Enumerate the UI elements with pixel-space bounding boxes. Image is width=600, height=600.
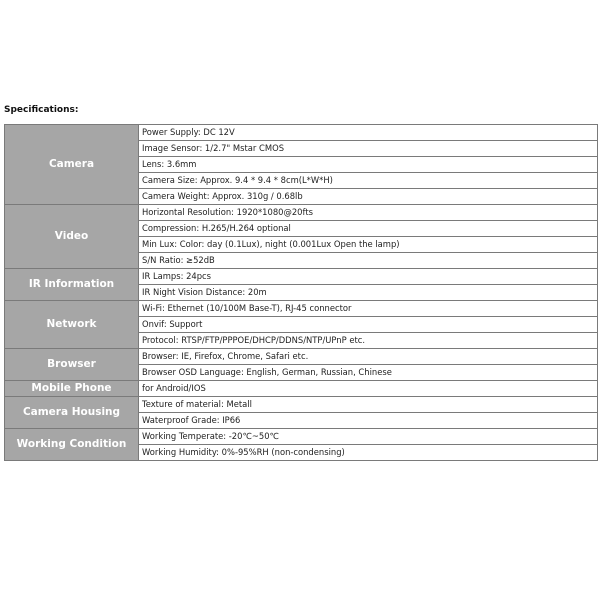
spec-category-network: Network [5, 301, 139, 349]
spec-row [5, 397, 598, 413]
spec-value: Onvif: Support [139, 317, 598, 333]
specifications-heading: Specifications: [4, 105, 79, 115]
specifications-table [4, 124, 598, 461]
spec-category-video: Video [5, 205, 139, 269]
spec-value: Camera Weight: Approx. 310g / 0.68lb [139, 189, 598, 205]
spec-value: Browser: IE, Firefox, Chrome, Safari etc. [139, 349, 598, 365]
spec-category-working-condition: Working Condition [5, 429, 139, 461]
spec-value: for Android/IOS [139, 381, 598, 397]
spec-value: Camera Size: Approx. 9.4 * 9.4 * 8cm(L*W*H) [139, 173, 598, 189]
spec-value: Compression: H.265/H.264 optional [139, 221, 598, 237]
spec-value: Horizontal Resolution: 1920*1080@20fts [139, 205, 598, 221]
spec-value: S/N Ratio: ≥52dB [139, 253, 598, 269]
spec-value: Wi-Fi: Ethernet (10/100M Base-T), RJ-45 connector [139, 301, 598, 317]
spec-value: Protocol: RTSP/FTP/PPPOE/DHCP/DDNS/NTP/UPnP etc. [139, 333, 598, 349]
spec-row [5, 269, 598, 285]
spec-category-browser: Browser [5, 349, 139, 381]
spec-value: IR Lamps: 24pcs [139, 269, 598, 285]
spec-row [5, 429, 598, 445]
spec-category-mobile-phone: Mobile Phone [5, 381, 139, 397]
spec-value: Lens: 3.6mm [139, 157, 598, 173]
spec-value: Texture of material: Metall [139, 397, 598, 413]
spec-row [5, 205, 598, 221]
spec-value: Working Temperate: -20℃~50℃ [139, 429, 598, 445]
spec-value: Image Sensor: 1/2.7" Mstar CMOS [139, 141, 598, 157]
spec-row [5, 125, 598, 141]
spec-row [5, 349, 598, 365]
spec-value: IR Night Vision Distance: 20m [139, 285, 598, 301]
spec-value: Browser OSD Language: English, German, Russian, Chinese [139, 365, 598, 381]
spec-category-ir-information: IR Information [5, 269, 139, 301]
spec-category-camera-housing: Camera Housing [5, 397, 139, 429]
spec-value: Power Supply: DC 12V [139, 125, 598, 141]
spec-row [5, 381, 598, 397]
spec-value: Working Humidity: 0%-95%RH (non-condensing) [139, 445, 598, 461]
spec-value: Min Lux: Color: day (0.1Lux), night (0.001Lux Open the lamp) [139, 237, 598, 253]
spec-row [5, 301, 598, 317]
spec-category-camera: Camera [5, 125, 139, 205]
spec-value: Waterproof Grade: IP66 [139, 413, 598, 429]
